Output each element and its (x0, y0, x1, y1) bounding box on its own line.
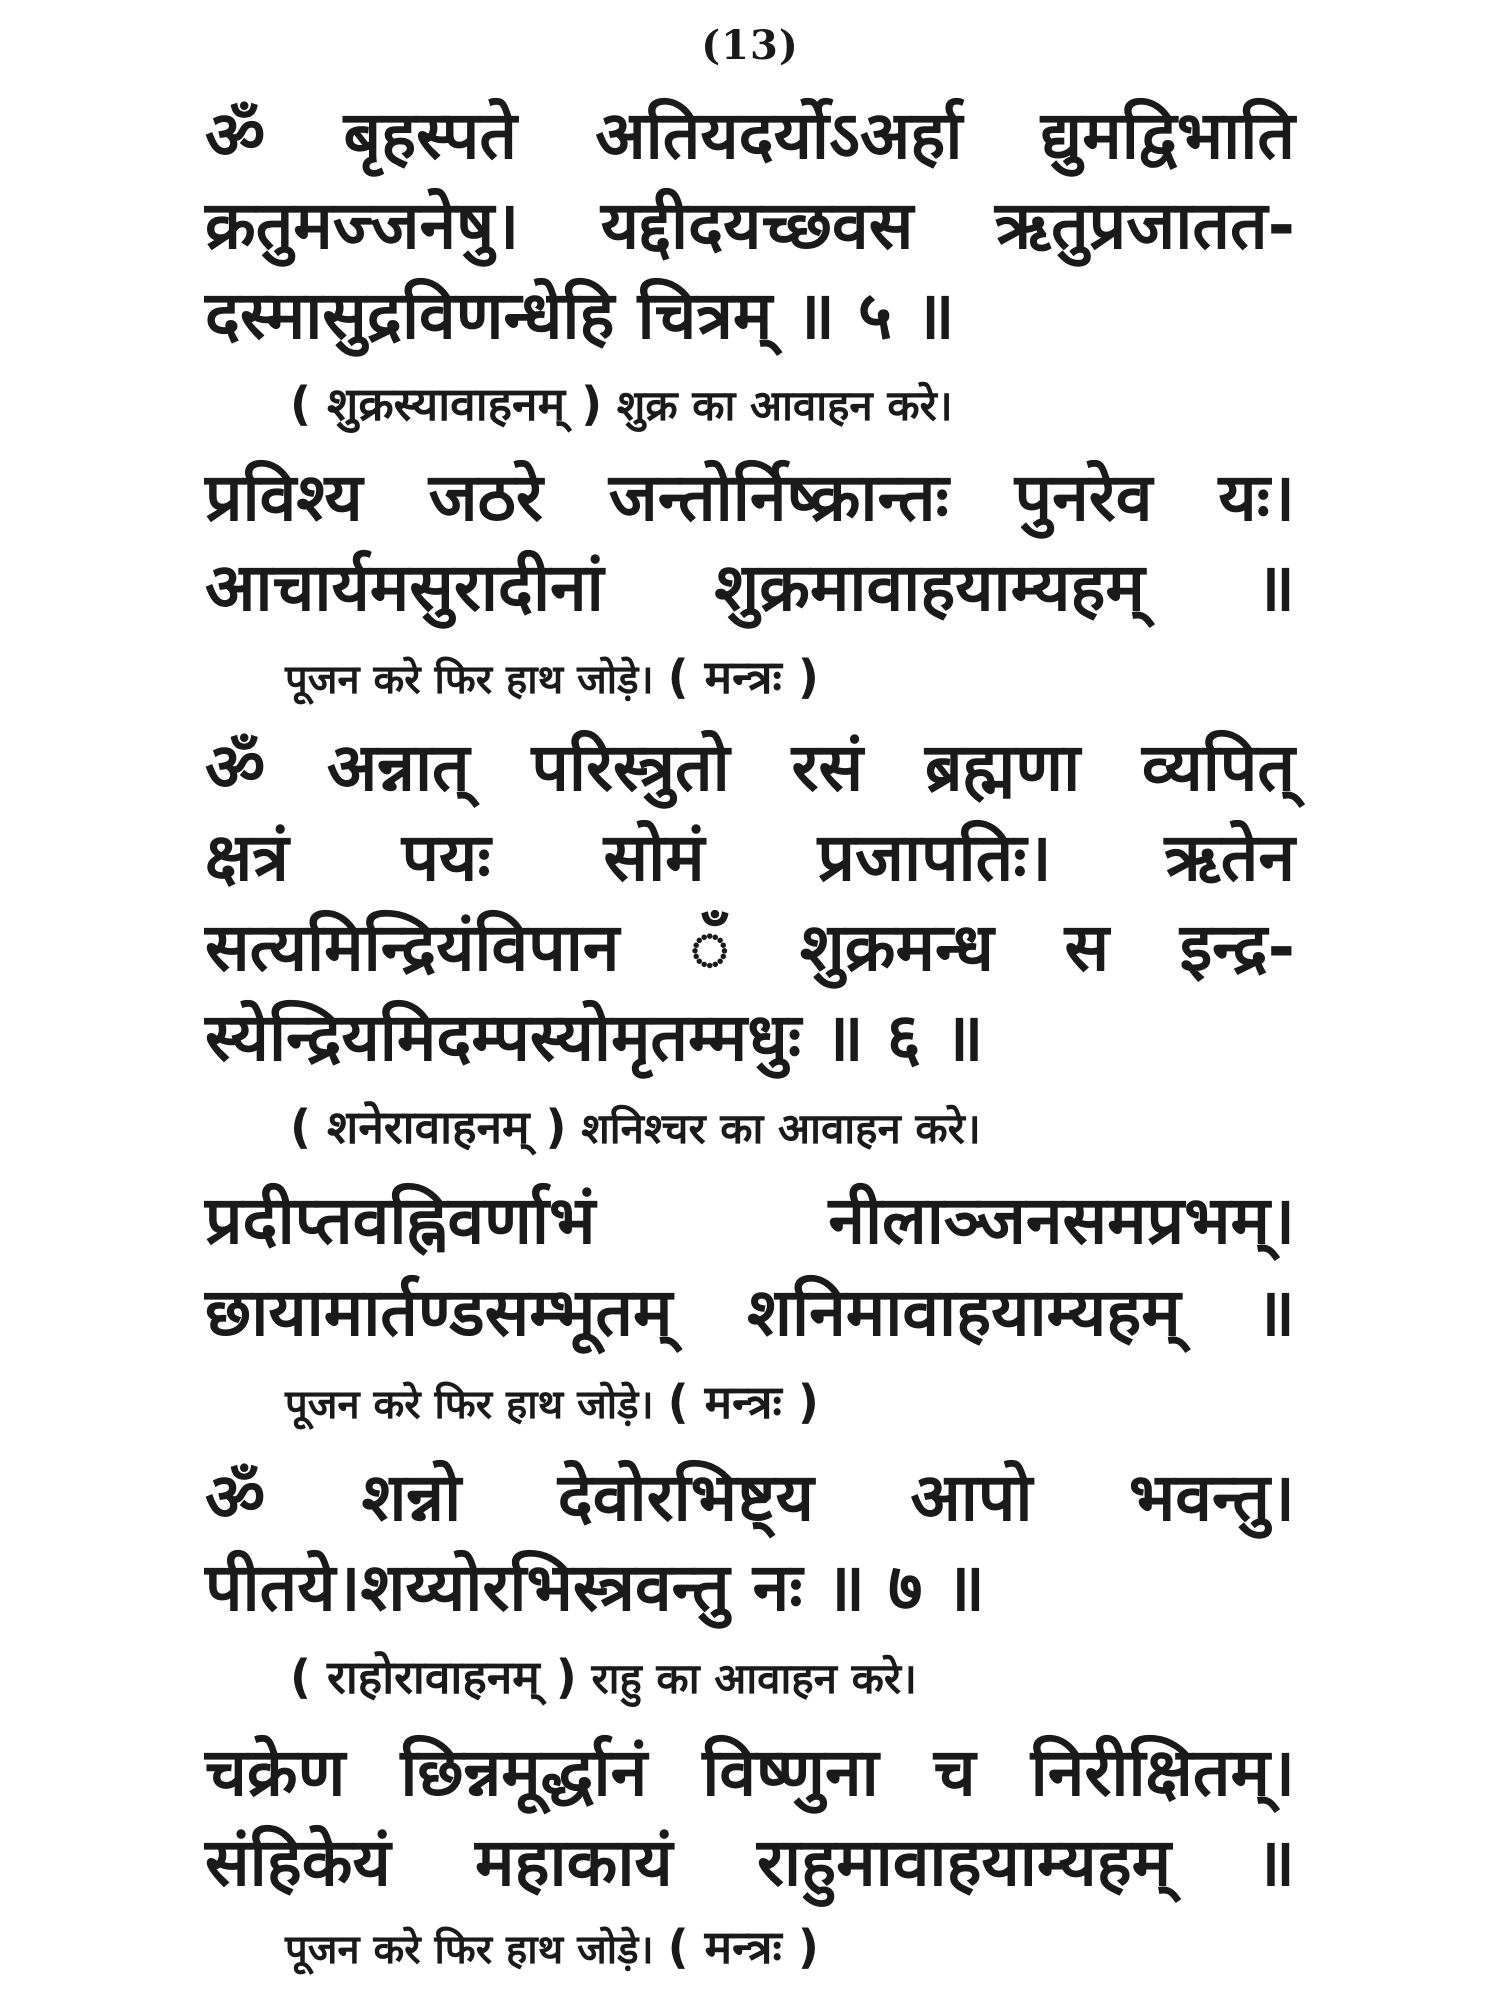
section-heading-shukra (290, 372, 953, 434)
word: भवन्तु। (1128, 1459, 1295, 1536)
word: महाकायं (475, 1824, 673, 1901)
heading-hindi: राहु का आवाहन करे। (591, 1654, 917, 1703)
word: प्रदीप्तवह्निवर्णाभं (205, 1182, 596, 1259)
word: ॥ (1255, 1274, 1295, 1351)
word: ॥ (1255, 549, 1295, 626)
word: सत्यमिन्द्रियंविपान (205, 909, 620, 986)
word: ँ (690, 909, 730, 986)
heading-sanskrit: ( राहोरावाहनम् ) (290, 1650, 577, 1704)
invocation-line (205, 1173, 1295, 1263)
word: देवोरभिष्ट्य (557, 1459, 814, 1536)
word: ॐ (205, 97, 266, 174)
word: राहुमावाहयाम्यहम् (757, 1824, 1172, 1901)
instruction-line (285, 645, 819, 707)
verse-line: पीतये।शय्योरभिस्त्रवन्तु नः ॥ ७ ॥ (205, 1549, 985, 1626)
mantra-label: ( मन्त्रः ) (667, 1375, 819, 1429)
word: क्रतुमज्जनेषु। (205, 187, 520, 264)
word: यः। (1218, 459, 1295, 536)
verse-line (205, 720, 1295, 810)
word: बृहस्पते (343, 97, 517, 174)
section-heading-rahu (290, 1645, 917, 1707)
word: ॥ (1255, 1824, 1295, 1901)
verse-line: स्येन्द्रियमिदम्पस्योमृतम्मधुः ॥ ६ ॥ (205, 999, 984, 1076)
instruction-text: पूजन करे फिर हाथ जोड़े। (285, 1382, 654, 1428)
word: शुक्रमावाहयाम्यहम् (714, 549, 1145, 626)
word: यद्दीदयच्छवस (600, 187, 914, 264)
verse-line (205, 1450, 1295, 1540)
word: संहिकेयं (205, 1824, 391, 1901)
word: प्रविश्य (205, 459, 363, 536)
instruction-line (285, 1915, 819, 1977)
word: सोमं (603, 819, 705, 896)
word: छायामार्तण्डसम्भूतम् (205, 1274, 673, 1351)
word: जन्तोर्निष्क्रान्तः (608, 459, 949, 536)
word: प्रजापतिः। (817, 819, 1052, 896)
word: शनिमावाहयाम्यहम् (747, 1274, 1181, 1351)
invocation-line (205, 1815, 1295, 1905)
heading-hindi: शनिश्चर का आवाहन करे। (581, 1104, 981, 1153)
word: निरीक्षितम्। (1030, 1734, 1295, 1811)
word: चक्रेण (205, 1734, 346, 1811)
word: आचार्यमसुरादीनां (205, 549, 604, 626)
word: ब्रह्मणा (924, 729, 1081, 806)
word: शन्नो (361, 1459, 462, 1536)
instruction-text: पूजन करे फिर हाथ जोड़े। (285, 1927, 654, 1973)
word: जठरे (428, 459, 543, 536)
word: व्यपित् (1141, 729, 1295, 806)
word: ऋतुप्रजातत- (994, 187, 1295, 264)
invocation-line (205, 540, 1295, 630)
word: इन्द्र- (1179, 909, 1295, 986)
word: विष्णुना (702, 1734, 879, 1811)
verse-line (205, 88, 1295, 178)
heading-sanskrit: ( शुक्रस्यावाहनम् ) (290, 377, 603, 431)
word: ॐ (205, 1459, 266, 1536)
mantra-label: ( मन्त्रः ) (667, 650, 819, 704)
word: च (933, 1734, 976, 1811)
word: रसं (791, 729, 864, 806)
verse-line (205, 810, 1295, 900)
invocation-line (205, 1265, 1295, 1355)
word: परिस्त्रुतो (531, 729, 730, 806)
verse-line (205, 900, 1295, 990)
word: आपो (910, 1459, 1033, 1536)
page-number: (13) (701, 22, 799, 69)
word: पुनरेव (1014, 459, 1153, 536)
word: छिन्नमूर्द्धानं (400, 1734, 648, 1811)
heading-sanskrit: ( शनेरावाहनम् ) (290, 1100, 567, 1154)
word: शुक्रमन्ध (799, 909, 994, 986)
invocation-line (205, 1725, 1295, 1815)
verse-line: दस्मासुद्रविणन्धेहि चित्रम् ॥ ५ ॥ (205, 277, 955, 354)
instruction-text: पूजन करे फिर हाथ जोड़े। (285, 657, 654, 703)
invocation-line (205, 450, 1295, 540)
word: स (1064, 909, 1110, 986)
word: द्युमद्विभाति (1040, 97, 1295, 174)
verse-line (205, 178, 1295, 268)
heading-hindi: शुक्र का आवाहन करे। (616, 381, 953, 430)
word: अन्नात् (326, 729, 470, 806)
instruction-line (285, 1370, 819, 1432)
section-heading-shani (290, 1095, 981, 1157)
mantra-label: ( मन्त्रः ) (667, 1920, 819, 1974)
word: पयः (401, 819, 491, 896)
word: ॐ (205, 729, 266, 806)
word: क्षत्रं (205, 819, 289, 896)
word: अतियदर्योऽअर्हा (595, 97, 963, 174)
word: नीलाञ्जनसमप्रभम्। (828, 1182, 1295, 1259)
word: ऋतेन (1164, 819, 1295, 896)
